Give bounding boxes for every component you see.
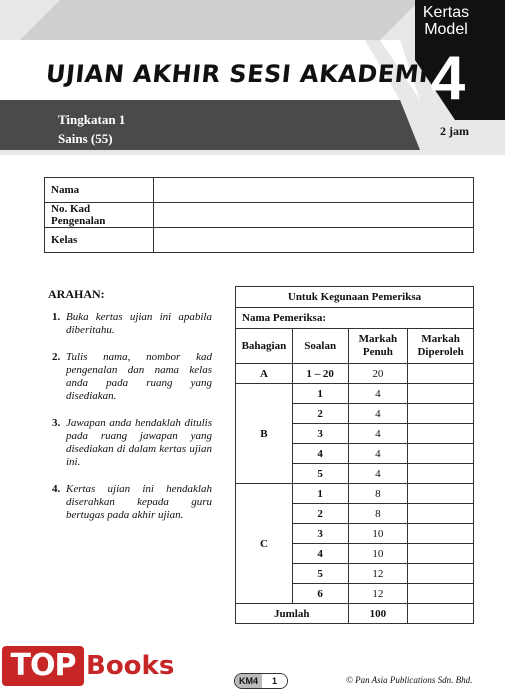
instruction-item: [52, 351, 212, 403]
full-marks-cell: 8: [348, 484, 408, 504]
info-row-ic: [45, 203, 474, 228]
examiner-table: [235, 286, 474, 624]
obtained-marks-cell[interactable]: [408, 504, 474, 524]
question-cell: 3: [292, 524, 348, 544]
section-c-label: C: [236, 484, 293, 604]
instruction-text: Buka kertas ujian ini apabila diberitahu.: [66, 311, 212, 336]
form-subject: [58, 110, 125, 148]
logo-books: Books: [86, 651, 175, 681]
instruction-number: 2.: [52, 351, 61, 363]
col-obtained: Markah Diperoleh: [408, 329, 474, 364]
table-row: [236, 384, 474, 404]
instruction-item: [52, 483, 212, 522]
instruction-text: Tulis nama, nombor kad pengenalan dan nama kelas anda pada ruang yang disediakan.: [66, 351, 212, 402]
col-question: Soalan: [292, 329, 348, 364]
copyright-notice: © Pan Asia Publications Sdn. Bhd.: [346, 675, 473, 685]
question-cell: 3: [292, 424, 348, 444]
table-row: [236, 484, 474, 504]
full-marks-cell: 8: [348, 504, 408, 524]
obtained-marks-cell[interactable]: [408, 384, 474, 404]
obtained-marks-cell[interactable]: [408, 564, 474, 584]
total-marks: 100: [348, 604, 408, 624]
page-badge: [234, 673, 288, 689]
topbooks-logo: [0, 646, 180, 688]
full-marks-cell: 4: [348, 384, 408, 404]
col-section: Bahagian: [236, 329, 293, 364]
question-cell: 5: [292, 464, 348, 484]
logo-top: TOP: [2, 646, 84, 686]
question-cell: 6: [292, 584, 348, 604]
exam-title: UJIAN AKHIR SESI AKADEMIK: [44, 60, 450, 88]
exam-duration: 2 jam: [440, 124, 469, 138]
full-marks-cell: 4: [348, 404, 408, 424]
full-marks-cell: 12: [348, 584, 408, 604]
subject-label: Sains (55): [58, 131, 113, 146]
obtained-marks-cell[interactable]: [408, 524, 474, 544]
instruction-number: 1.: [52, 311, 61, 323]
examiner-name-label: Nama Pemeriksa:: [236, 308, 474, 329]
full-marks-cell: 20: [348, 364, 408, 384]
section-a-label: A: [236, 364, 293, 384]
info-label: Nama: [45, 178, 154, 203]
section-b-label: B: [236, 384, 293, 484]
form-label: Tingkatan 1: [58, 112, 126, 127]
full-marks-cell: 10: [348, 544, 408, 564]
student-info-table: [44, 177, 474, 253]
instruction-item: [52, 417, 212, 469]
name-field[interactable]: [154, 178, 474, 203]
paper-label: [412, 4, 480, 38]
obtained-marks-cell[interactable]: [408, 464, 474, 484]
obtained-marks-cell[interactable]: [408, 364, 474, 384]
question-cell: 4: [292, 444, 348, 464]
page-code: KM4: [235, 674, 262, 688]
total-obtained-cell[interactable]: [408, 604, 474, 624]
instruction-item: [52, 311, 212, 337]
question-cell: 1: [292, 384, 348, 404]
instruction-text: Kertas ujian ini hendaklah diserahkan kepada guru bertugas pada akhir ujian.: [66, 483, 212, 521]
total-label: Jumlah: [236, 604, 349, 624]
question-cell: 2: [292, 404, 348, 424]
examiner-table-title: Untuk Kegunaan Pemeriksa: [236, 287, 474, 308]
exam-header: [0, 0, 505, 155]
obtained-marks-cell[interactable]: [408, 584, 474, 604]
info-label: Kelas: [45, 228, 154, 253]
instructions-list: [52, 311, 212, 536]
full-marks-cell: 12: [348, 564, 408, 584]
instruction-number: 3.: [52, 417, 61, 429]
paper-number: 4: [430, 44, 466, 113]
obtained-marks-cell[interactable]: [408, 484, 474, 504]
ic-number-field[interactable]: [154, 203, 474, 228]
col-full-marks: Markah Penuh: [348, 329, 408, 364]
info-row-name: [45, 178, 474, 203]
obtained-marks-cell[interactable]: [408, 404, 474, 424]
question-cell: 2: [292, 504, 348, 524]
question-cell: 1: [292, 484, 348, 504]
instructions-title: ARAHAN:: [48, 287, 105, 301]
total-row: [236, 604, 474, 624]
obtained-marks-cell[interactable]: [408, 444, 474, 464]
question-cell: 5: [292, 564, 348, 584]
class-field[interactable]: [154, 228, 474, 253]
question-cell: 4: [292, 544, 348, 564]
full-marks-cell: 4: [348, 444, 408, 464]
full-marks-cell: 4: [348, 424, 408, 444]
instruction-text: Jawapan anda hendaklah ditulis pada ruang jawapan yang disediakan di dalam kertas ujian ini.: [66, 417, 212, 468]
obtained-marks-cell[interactable]: [408, 424, 474, 444]
paper-label-line2: Model: [424, 21, 468, 38]
info-row-class: [45, 228, 474, 253]
paper-label-line1: Kertas: [422, 4, 470, 21]
info-label: No. Kad Pengenalan: [45, 203, 154, 228]
obtained-marks-cell[interactable]: [408, 544, 474, 564]
page-number: 1: [262, 674, 287, 688]
table-row: [236, 364, 474, 384]
full-marks-cell: 4: [348, 464, 408, 484]
instruction-number: 4.: [52, 483, 61, 495]
full-marks-cell: 10: [348, 524, 408, 544]
question-cell: 1 – 20: [292, 364, 348, 384]
